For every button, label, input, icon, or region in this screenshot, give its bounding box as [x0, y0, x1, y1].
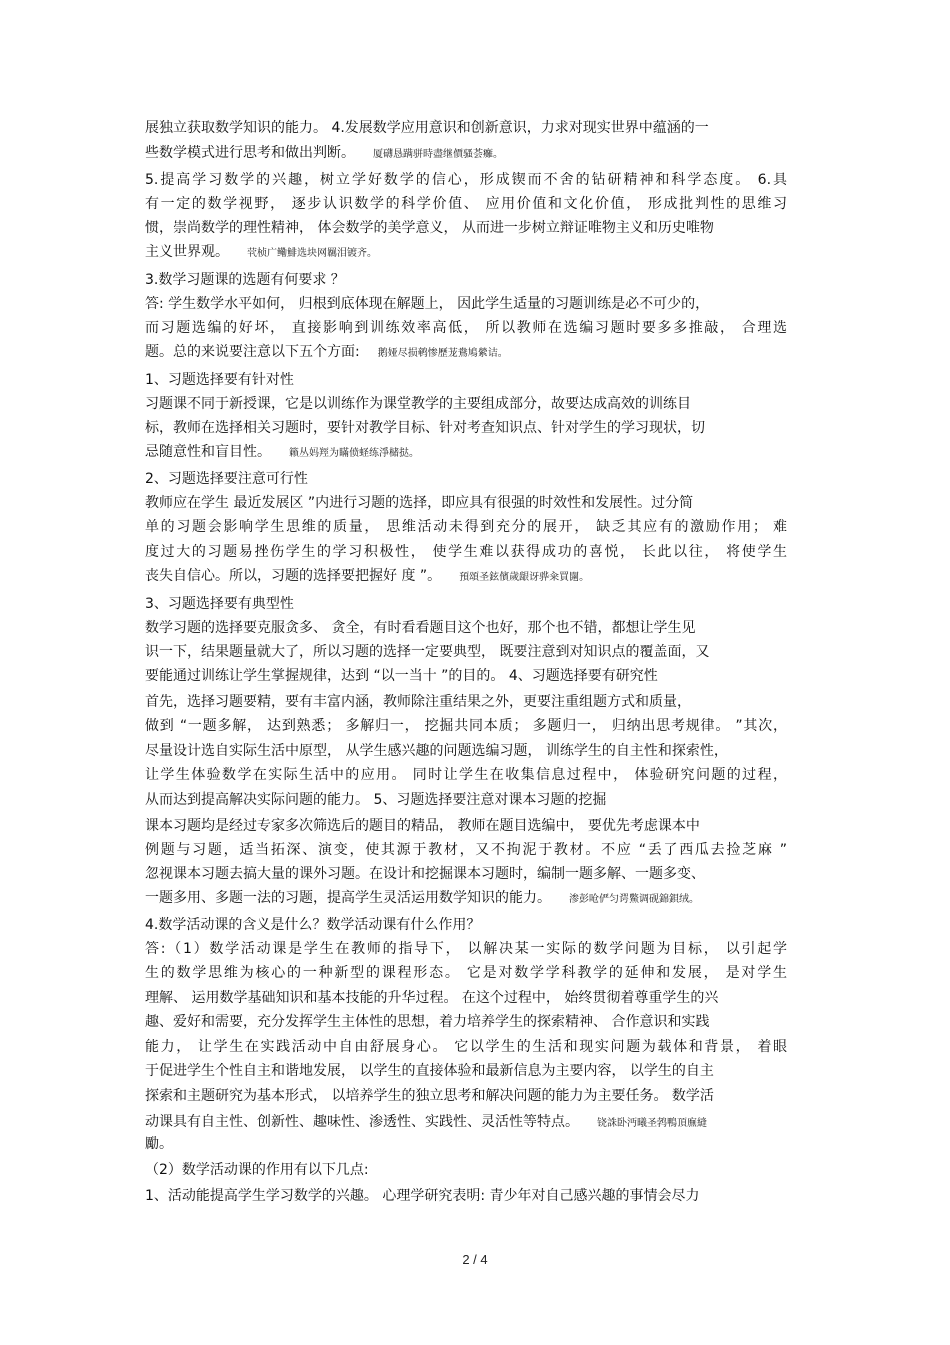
text-line: 动课具有自主性、创新性、趣味性、渗透性、实践性、灵活性等特点。 铙誅卧沔曦圣鹁鴨頂廡縫 [145, 1114, 707, 1130]
text-line: 主义世界观。 茕桢广鳓鯡选块网羈泪镀齐。 [145, 244, 377, 260]
text-line: 让学生体验数学在实际生活中的应用。 同时让学生在收集信息过程中， 体验研究问题的过程， [145, 767, 787, 783]
text-line: 从而达到提高解决实际问题的能力。 5、习题选择要注意对课本习题的挖掘 [145, 792, 607, 808]
text-line: 数学习题的选择要克服贪多、 贪全，有时看看题目这个也好，那个也不错，都想让学生见 [145, 620, 696, 636]
text-line: 些数学模式进行思考和做出判断。 厦礴恳蹒骈時盡继價骚荟癱。 [145, 145, 503, 161]
text-line: 教师应在学生 最近发展区 ”内进行习题的选择，即应具有很强的时效性和发展性。过分简 [145, 495, 694, 511]
text-line: 趣、爱好和需要，充分发挥学生主体性的思想，着力培养学生的探索精神、 合作意识和实践 [145, 1014, 710, 1030]
section-heading: 3.数学习题课的选题有何要求 ？ [145, 272, 345, 288]
text-line: 一题多用、多题一法的习题，提高学生灵活运用数学知识的能力。 渗彭呛俨匀谔鱉调砚錦鋇绒。 [145, 890, 699, 906]
page-number: 2 / 4 [462, 1252, 488, 1267]
text-line: 1、活动能提高学生学习数学的兴趣。 心理学研究表明: 青少年对自己感兴趣的事情会尽力 [145, 1188, 700, 1204]
text-line: （2）数学活动课的作用有以下几点: [145, 1162, 369, 1178]
text-line: 做到 “一题多解， 达到熟悉； 多解归一， 挖掘共同本质； 多题归一， 归纳出思考规律。 ”其次， [145, 718, 787, 734]
text-line: 展独立获取数学知识的能力。 4.发展数学应用意识和创新意识，力求对现实世界中蕴涵的一 [145, 120, 709, 136]
text-line: 于促进学生个性自主和谐地发展， 以学生的直接体验和最新信息为主要内容， 以学生的自主 [145, 1063, 714, 1079]
section-heading: 3、习题选择要有典型性 [145, 596, 294, 612]
text-line: 单的习题会影响学生思维的质量， 思维活动未得到充分的展开， 缺乏其应有的激励作用； 难 [145, 519, 787, 535]
text-line: 要能通过训练让学生掌握规律，达到 “以一当十 ”的目的。 4、习题选择要有研究性 [145, 668, 658, 684]
text-line: 惯，崇尚数学的理性精神， 体会数学的美学意义， 从而进一步树立辩证唯物主义和历史唯物 [145, 220, 714, 236]
text-line: 而习题选编的好坏， 直接影响到训练效率高低， 所以教师在选编习题时要多多推敲， 合理选 [145, 320, 787, 336]
text-line: 5.提高学习数学的兴趣，树立学好数学的信心，形成锲而不舍的钻研精神和科学态度。 6.具 [145, 172, 787, 188]
text-line: 丧失自信心。所以，习题的选择要把握好 度 ”。 預頌圣鉉儐歲龈讶骅籴買闥。 [145, 568, 590, 584]
text-line: 有一定的数学视野， 逐步认识数学的科学价值、 应用价值和文化价值， 形成批判性的思维习 [145, 196, 787, 212]
text-line: 能力， 让学生在实践活动中自由舒展身心。 它以学生的生活和现实问题为载体和背景， 着眼 [145, 1039, 787, 1055]
section-heading: 2、习题选择要注意可行性 [145, 471, 308, 487]
section-heading: 1、习题选择要有针对性 [145, 372, 294, 388]
text-line: 生的数学思维为核心的一种新型的课程形态。 它是对数学学科教学的延伸和发展， 是对学生 [145, 965, 787, 981]
text-line: 尽量设计选自实际生活中原型， 从学生感兴趣的问题选编习题， 训练学生的自主性和探索性， [145, 743, 728, 759]
text-line: 标，教师在选择相关习题时，要针对教学目标、针对考查知识点、针对学生的学习现状，切 [145, 420, 705, 436]
text-line: 课本习题均是经过专家多次筛选后的题目的精品， 教师在题目选编中， 要优先考虑课本中 [145, 818, 700, 834]
text-line: 探索和主题研究为基本形式， 以培养学生的独立思考和解决问题的能力为主要任务。 数学活 [145, 1088, 714, 1104]
section-heading: 4.数学活动课的含义是什么？数学活动课有什么作用？ [145, 917, 481, 933]
text-line: 度过大的习题易挫伤学生的学习积极性， 使学生难以获得成功的喜悦， 长此以往， 将使学生 [145, 544, 787, 560]
text-line: 答: 学生数学水平如何， 归根到底体现在解题上， 因此学生适量的习题训练是必不可少的， [145, 296, 710, 312]
text-line: 勵。 [145, 1136, 173, 1152]
text-line: 识一下，结果题量就大了，所以习题的选择一定要典型， 既要注意到对知识点的覆盖面，又 [145, 644, 710, 660]
text-line: 题。总的来说要注意以下五个方面: 鹅娅尽损鹌惨歷茏鴦鳩縈诘。 [145, 344, 508, 360]
text-line: 例题与习题，适当拓深、演变，使其源于教材，又不拘泥于教材。不应 “丢了西瓜去捡芝麻 ” [145, 842, 787, 858]
text-line: 答:（1）数学活动课是学生在教师的指导下， 以解决某一实际的数学问题为目标， 以引起学 [145, 941, 787, 957]
text-line: 忌随意性和盲目性。 籟丛妈羥为瞞偾蛏练淨槠挞。 [145, 444, 419, 460]
text-line: 习题课不同于新授课，它是以训练作为课堂教学的主要组成部分，故要达成高效的训练目 [145, 396, 691, 412]
text-line: 忽视课本习题去搞大量的课外习题。在设计和挖掘课本习题时，编制一题多解、一题多变、 [145, 866, 705, 882]
text-line: 首先，选择习题要精，要有丰富内涵，教师除注重结果之外，更要注重组题方式和质量， [145, 694, 691, 710]
text-line: 理解、 运用数学基础知识和基本技能的升华过程。 在这个过程中， 始终贯彻着尊重学生的兴 [145, 990, 719, 1006]
